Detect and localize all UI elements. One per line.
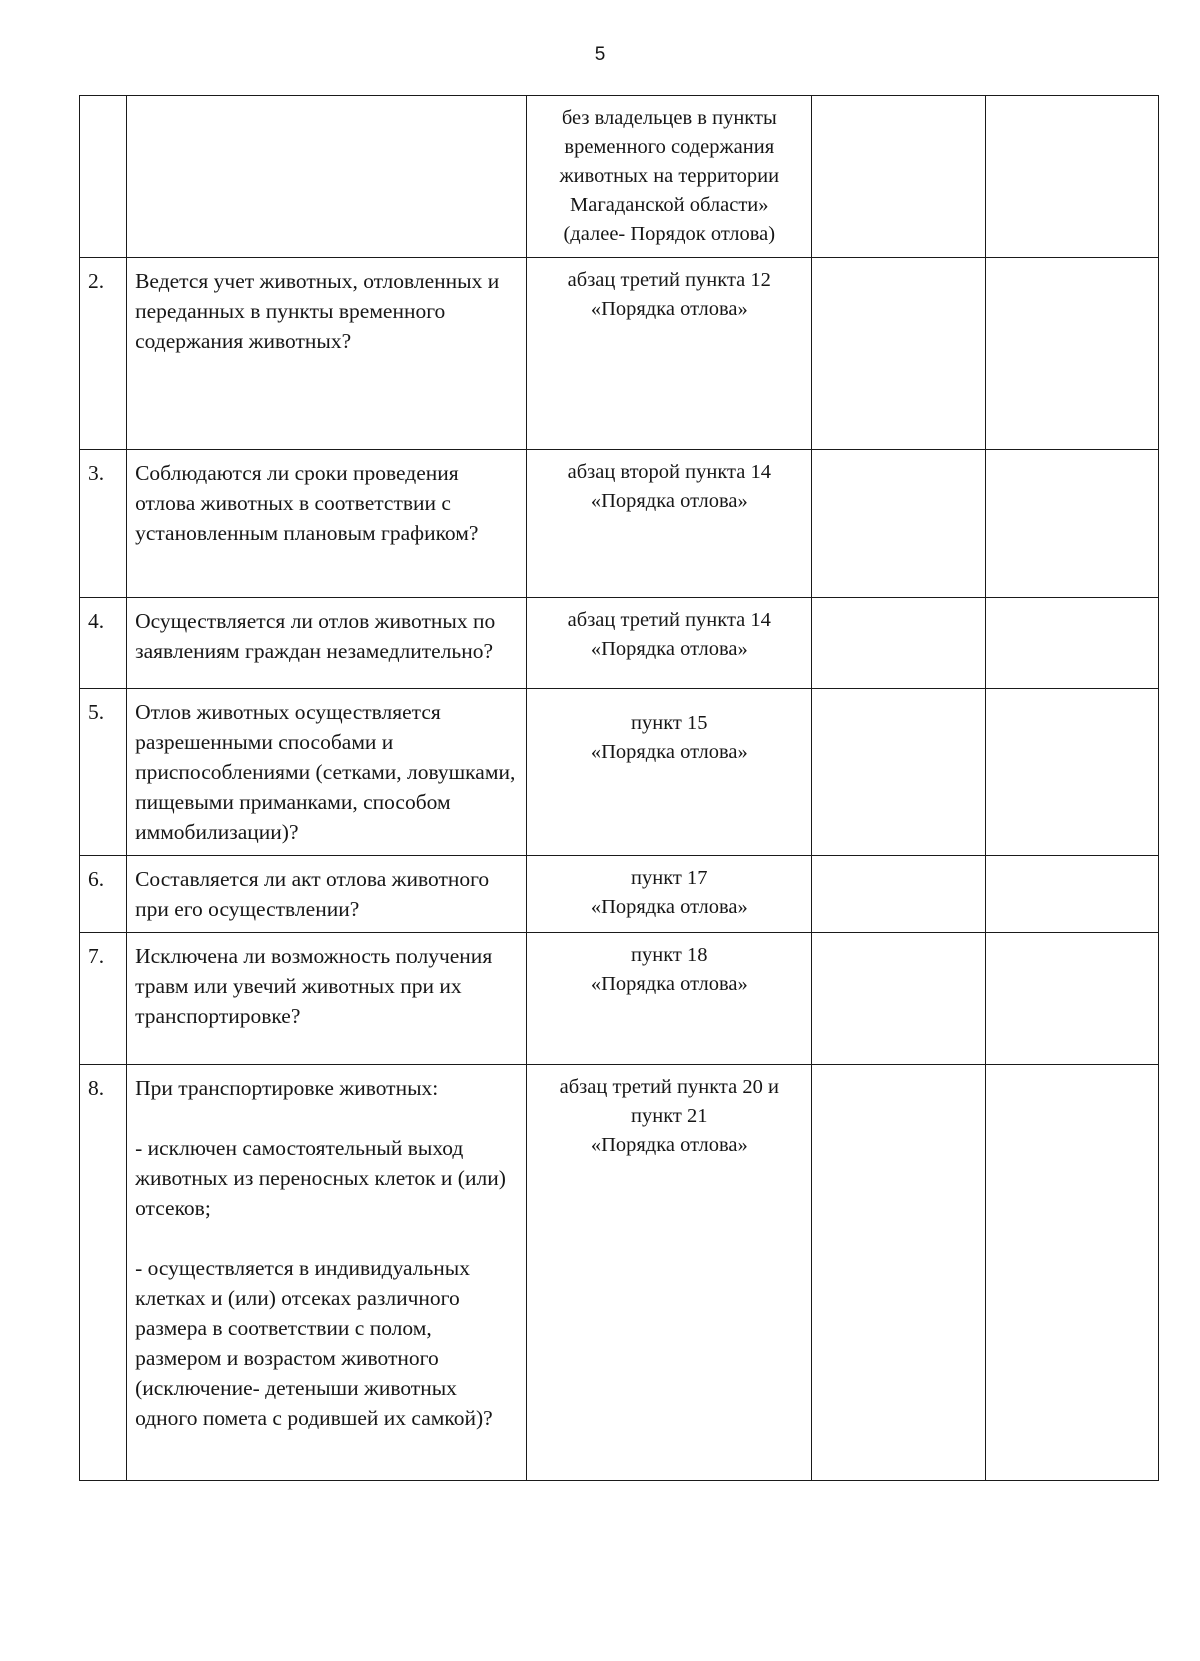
reference-line: пункт 21	[631, 1105, 708, 1127]
table-row	[80, 689, 1159, 856]
reference-line: «Порядка отлова»	[590, 298, 748, 320]
table-row	[80, 258, 1159, 450]
reference-line: абзац третий пункта 14	[567, 609, 771, 631]
note-cell	[985, 856, 1158, 933]
note-cell	[985, 933, 1158, 1065]
note-cell	[985, 450, 1158, 598]
note-cell	[985, 96, 1158, 258]
reference-line: без владельцев в пункты	[561, 107, 777, 129]
requirement-question	[127, 933, 527, 1065]
question-paragraph: Исключена ли возможность получения травм или увечий животных при их транспортировке?	[135, 944, 493, 1028]
reference-line: абзац второй пункта 14	[567, 461, 771, 483]
checklist-table	[79, 95, 1159, 1481]
reference-line: «Порядка отлова»	[590, 973, 748, 995]
row-number: 4.	[80, 598, 127, 689]
reference-line: «Порядка отлова»	[590, 1134, 748, 1156]
requirement-question	[127, 96, 527, 258]
answer-cell	[812, 258, 985, 450]
page-number: 5	[594, 44, 606, 65]
row-number: 8.	[80, 1065, 127, 1481]
question-paragraph: Осуществляется ли отлов животных по заявлениям граждан незамедлительно?	[135, 609, 496, 663]
row-number: 5.	[80, 689, 127, 856]
legal-reference	[527, 1065, 812, 1481]
requirement-question	[127, 258, 527, 450]
reference-line: (далее- Порядок отлова)	[563, 223, 776, 245]
legal-reference	[527, 96, 812, 258]
legal-reference	[527, 933, 812, 1065]
reference-line: пункт 18	[631, 944, 708, 966]
reference-line: животных на территории	[559, 165, 780, 187]
note-cell	[985, 689, 1158, 856]
legal-reference	[527, 856, 812, 933]
question-paragraph: Ведется учет животных, отловленных и переданных в пункты временного содержания животных?	[135, 269, 500, 353]
reference-line: абзац третий пункта 20 и	[559, 1076, 779, 1098]
reference-line: «Порядка отлова»	[590, 741, 748, 763]
reference-line: временного содержания	[564, 136, 775, 158]
table-row	[80, 450, 1159, 598]
question-paragraph: - исключен самостоятельный выход животных из переносных клеток и (или) отсеков;	[135, 1136, 506, 1220]
row-number: 3.	[80, 450, 127, 598]
requirement-question	[127, 689, 527, 856]
row-number: 7.	[80, 933, 127, 1065]
row-number	[80, 96, 127, 258]
reference-line: «Порядка отлова»	[590, 896, 748, 918]
question-paragraph: Отлов животных осуществляется разрешенными способами и приспособлениями (сетками, ловушками, пищевыми приманками, способом иммобилизации)?	[135, 700, 516, 844]
legal-reference	[527, 689, 812, 856]
reference-line: абзац третий пункта 12	[567, 269, 771, 291]
answer-cell	[812, 96, 985, 258]
answer-cell	[812, 598, 985, 689]
answer-cell	[812, 856, 985, 933]
requirement-question	[127, 856, 527, 933]
answer-cell	[812, 1065, 985, 1481]
question-paragraph: - осуществляется в индивидуальных клетках и (или) отсеках различного размера в соответствии с полом, размером и возрастом животного (исключение- детеныши животных одного помета с родившей их самкой)?	[135, 1256, 493, 1430]
row-number: 6.	[80, 856, 127, 933]
table-row	[80, 96, 1159, 258]
note-cell	[985, 1065, 1158, 1481]
requirement-question	[127, 598, 527, 689]
table-row	[80, 933, 1159, 1065]
requirement-question	[127, 450, 527, 598]
table-row	[80, 1065, 1159, 1481]
table-row	[80, 856, 1159, 933]
question-paragraph: Соблюдаются ли сроки проведения отлова животных в соответствии с установленным плановым графиком?	[135, 461, 479, 545]
reference-line: пункт 17	[631, 867, 708, 889]
legal-reference	[527, 258, 812, 450]
legal-reference	[527, 450, 812, 598]
reference-line: пункт 15	[631, 712, 708, 734]
table-row	[80, 598, 1159, 689]
requirement-question	[127, 1065, 527, 1481]
reference-line: «Порядка отлова»	[590, 638, 748, 660]
reference-line: «Порядка отлова»	[590, 490, 748, 512]
note-cell	[985, 598, 1158, 689]
row-number: 2.	[80, 258, 127, 450]
answer-cell	[812, 450, 985, 598]
reference-line: Магаданской области»	[570, 194, 769, 216]
legal-reference	[527, 598, 812, 689]
question-paragraph: Составляется ли акт отлова животного при его осуществлении?	[135, 867, 490, 921]
question-paragraph: При транспортировке животных:	[135, 1076, 439, 1100]
answer-cell	[812, 689, 985, 856]
answer-cell	[812, 933, 985, 1065]
note-cell	[985, 258, 1158, 450]
